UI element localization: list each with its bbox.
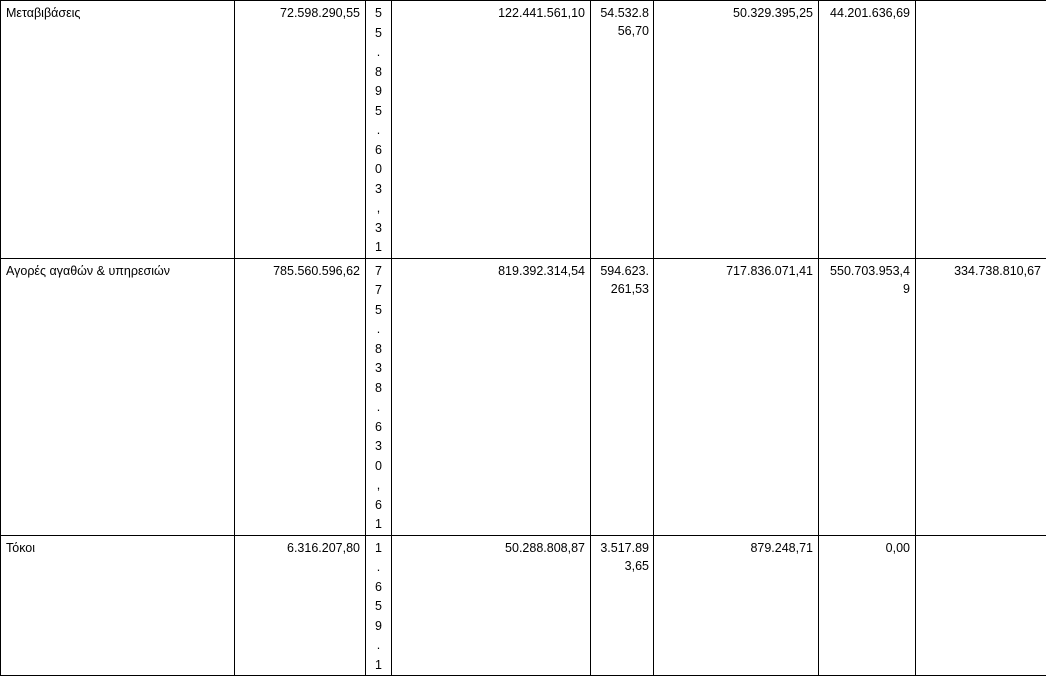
row-label: Τόκοι <box>1 535 235 676</box>
value-char: . <box>367 43 390 63</box>
value-cell <box>366 1 392 259</box>
value-cell: 50.329.395,25 <box>654 1 819 259</box>
value-cell: 717.836.071,41 <box>654 258 819 535</box>
table-row <box>1 1 1046 259</box>
value-char: . <box>367 398 390 418</box>
value-char: 6 <box>367 418 390 438</box>
value-char: 8 <box>367 340 390 360</box>
value-char: 5 <box>367 301 390 321</box>
value-char: . <box>367 121 390 141</box>
value-char: 5 <box>367 24 390 44</box>
value-char: 8 <box>367 63 390 83</box>
row-label: Μεταβιβάσεις <box>1 1 235 259</box>
value-char: 6 <box>367 496 390 516</box>
value-char: . <box>367 636 390 656</box>
value-cell: 44.201.636,69 <box>819 1 916 259</box>
value-char: 1 <box>367 656 390 676</box>
value-char: , <box>367 199 390 219</box>
value-char: 7 <box>367 281 390 301</box>
row-label: Αγορές αγαθών & υπηρεσιών <box>1 258 235 535</box>
table-row <box>1 258 1046 535</box>
value-cell: 50.288.808,87 <box>392 535 591 676</box>
value-char: 1 <box>367 539 390 559</box>
value-char: 7 <box>367 262 390 282</box>
value-char: 3 <box>367 180 390 200</box>
value-cell: 6.316.207,80 <box>235 535 366 676</box>
value-char: 6 <box>367 578 390 598</box>
value-char: , <box>367 476 390 496</box>
value-char: 1 <box>367 515 390 535</box>
value-cell <box>366 258 392 535</box>
value-cell: 0,00 <box>819 535 916 676</box>
value-char: 3 <box>367 437 390 457</box>
value-char: 5 <box>367 597 390 617</box>
value-char: . <box>367 558 390 578</box>
value-char: 5 <box>367 102 390 122</box>
value-char: 3 <box>367 219 390 239</box>
value-char: 8 <box>367 379 390 399</box>
value-char: 1 <box>367 238 390 258</box>
value-char: 3 <box>367 359 390 379</box>
value-cell: 122.441.561,10 <box>392 1 591 259</box>
value-cell <box>916 1 1046 259</box>
value-cell: 879.248,71 <box>654 535 819 676</box>
value-char: . <box>367 320 390 340</box>
value-cell <box>366 535 392 676</box>
value-cell: 550.703.953,49 <box>819 258 916 535</box>
value-char: 0 <box>367 160 390 180</box>
value-char: 0 <box>367 457 390 477</box>
value-char: 5 <box>367 4 390 24</box>
table-row <box>1 535 1046 676</box>
value-char: 9 <box>367 617 390 637</box>
value-cell: 72.598.290,55 <box>235 1 366 259</box>
value-cell: 54.532.856,70 <box>591 1 654 259</box>
value-cell: 785.560.596,62 <box>235 258 366 535</box>
value-cell: 334.738.810,67 <box>916 258 1046 535</box>
value-char: 9 <box>367 82 390 102</box>
value-cell: 594.623.261,53 <box>591 258 654 535</box>
value-cell: 819.392.314,54 <box>392 258 591 535</box>
value-cell <box>916 535 1046 676</box>
value-cell: 3.517.893,65 <box>591 535 654 676</box>
value-char: 6 <box>367 141 390 161</box>
